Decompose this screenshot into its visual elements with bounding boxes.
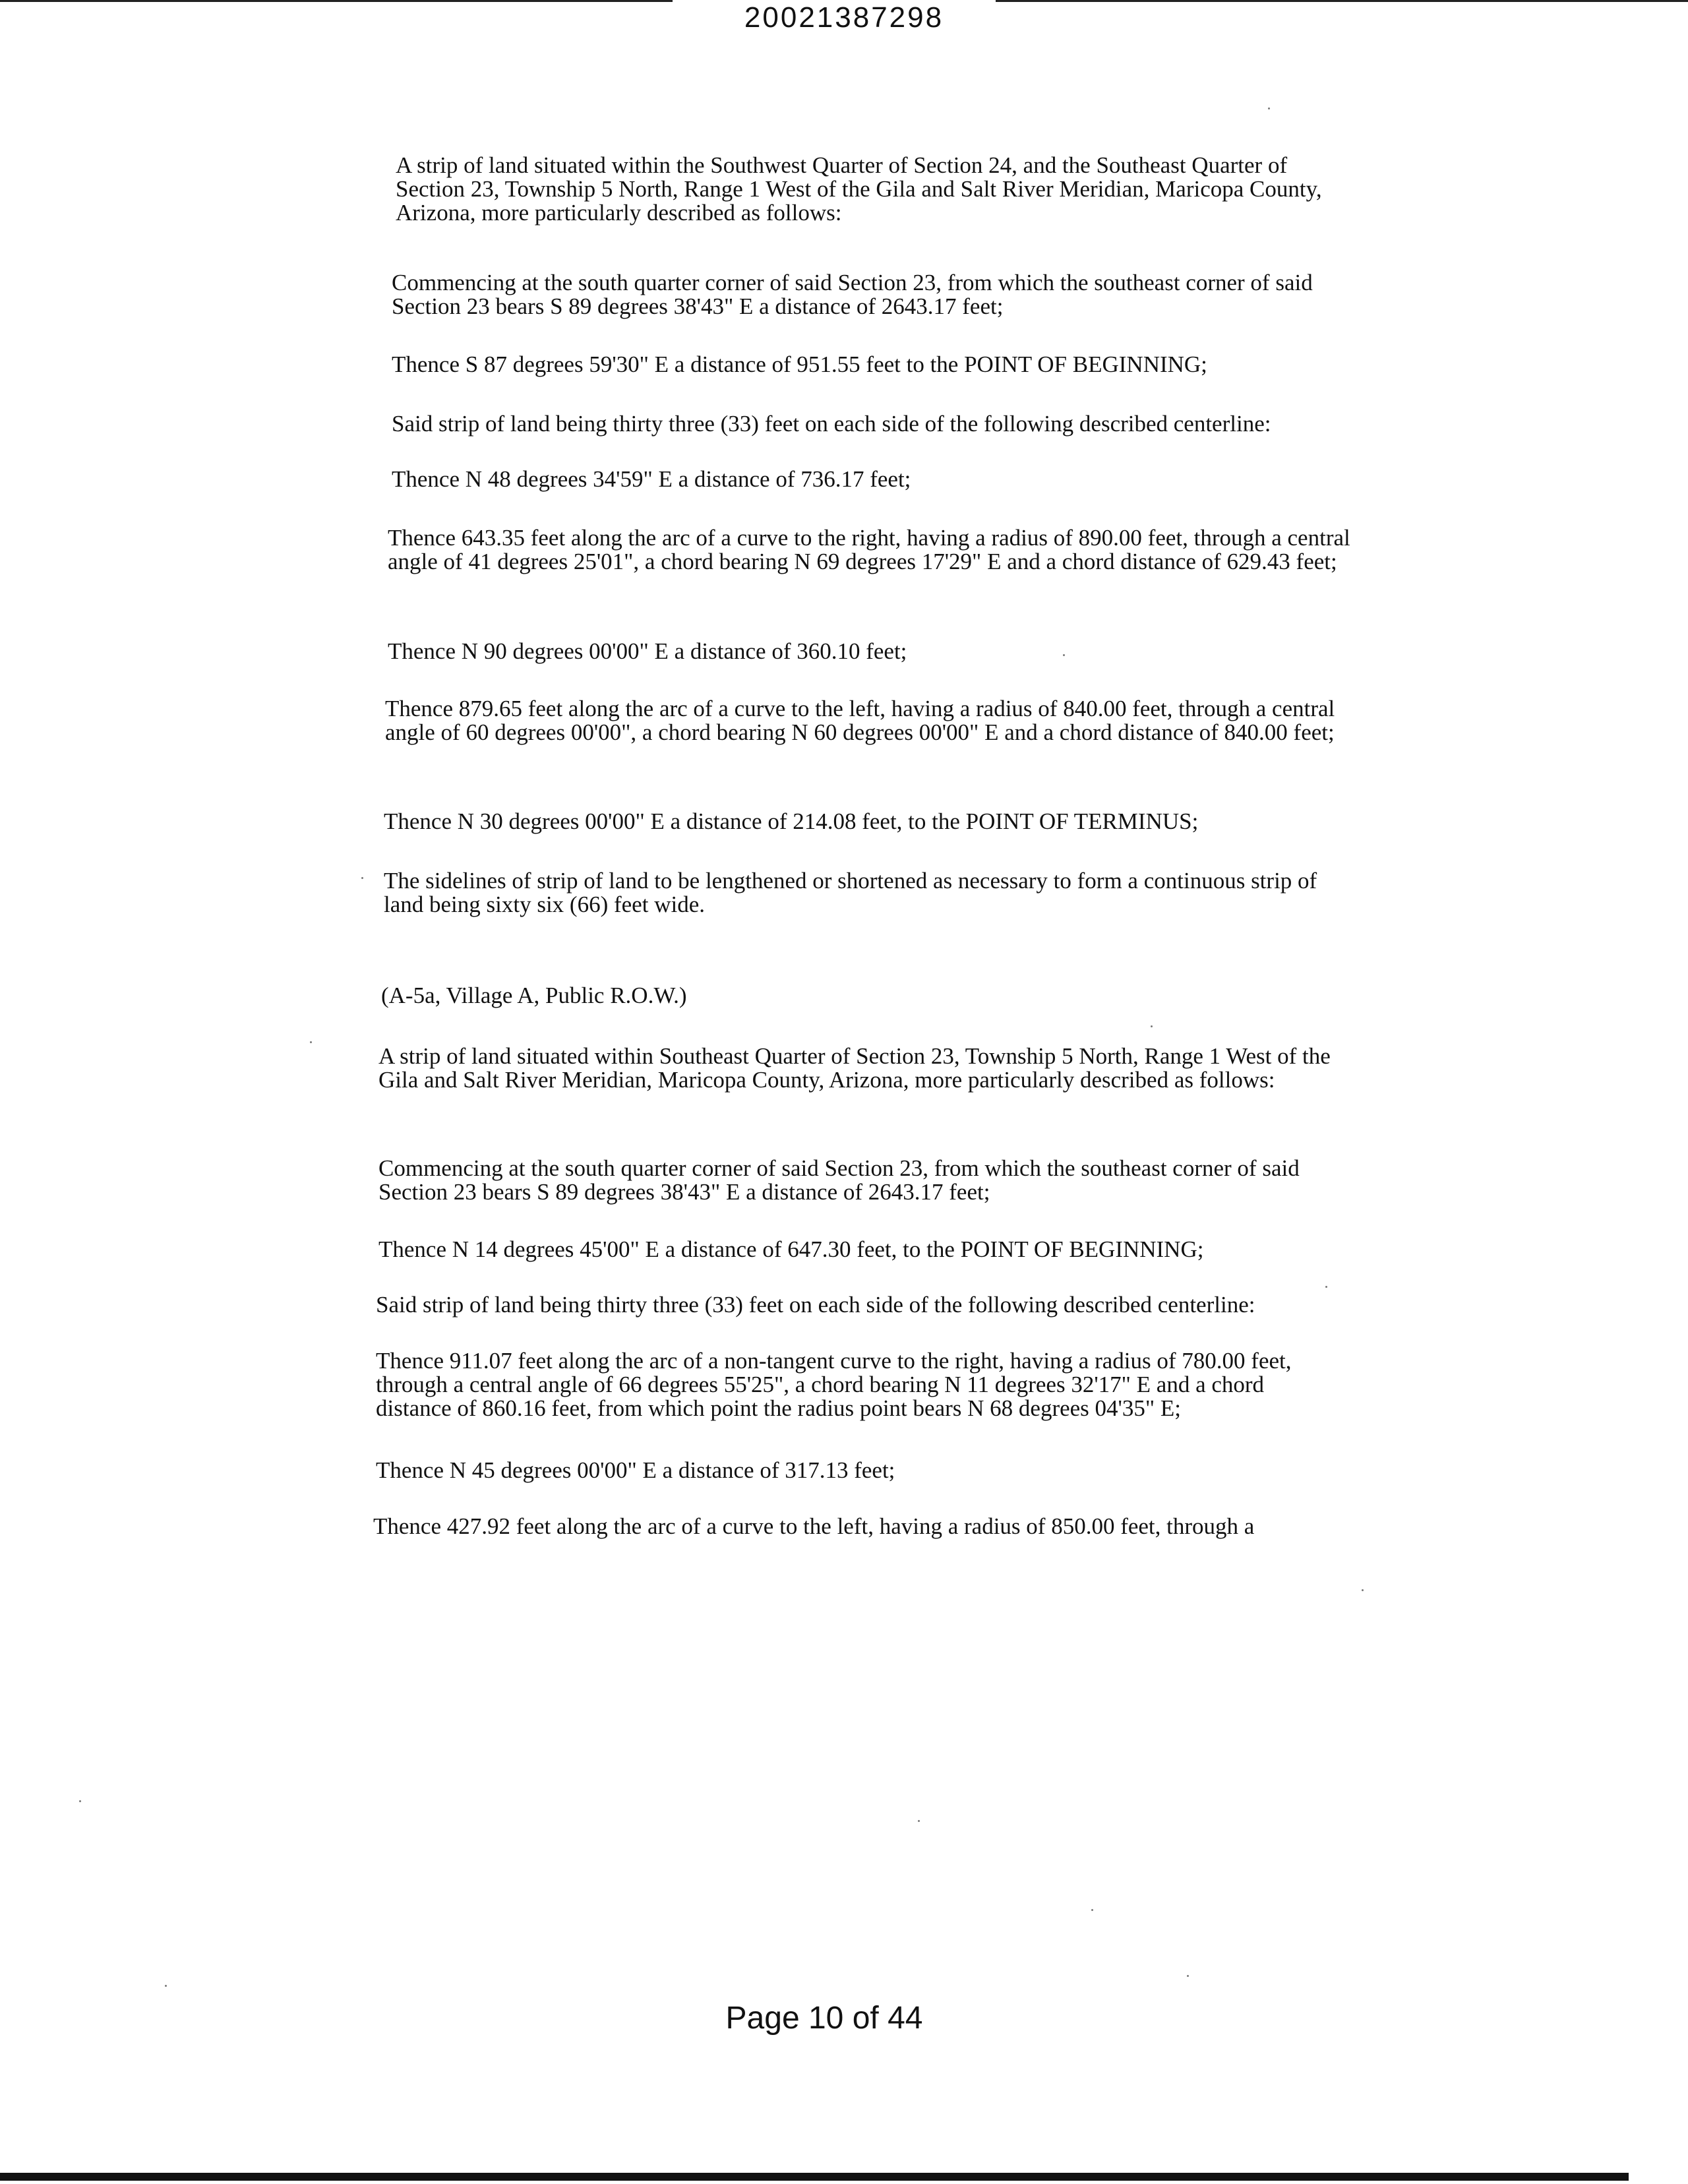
- paragraph-curve-right: Thence 643.35 feet along the arc of a curve to the right, having a radius of 890.00 feet, through a central angle of 41 degrees 25'01", a chord bearing N 69 degrees 17'29" E and a chord distance of 629.43 feet;: [388, 525, 1350, 574]
- paragraph-course-2: Thence N 90 degrees 00'00" E a distance of 360.10 feet;: [388, 638, 907, 664]
- scan-speck: [79, 1800, 81, 1802]
- scan-speck: [1325, 1286, 1327, 1288]
- scan-speck: [1091, 1909, 1093, 1911]
- bottom-border-rule: [0, 2173, 1629, 2181]
- paragraph-strip-description: A strip of land situated within the Southwest Quarter of Section 24, and the Southeast Quarter of Section 23, Township 5 North, Range 1 West of the Gila and Salt River Meridian, Maricopa County, Arizona, more particularly described as follows:: [396, 152, 1322, 226]
- paragraph-commencing-2: Commencing at the south quarter corner of said Section 23, from which the southeast corner of said Section 23 bears S 89 degrees 38'43" E a distance of 2643.17 feet;: [378, 1155, 1300, 1205]
- scan-speck: [361, 877, 363, 879]
- page-number: Page 10 of 44: [725, 2001, 923, 2036]
- scan-speck: [310, 1041, 312, 1043]
- paragraph-curve-non-tangent: Thence 911.07 feet along the arc of a non-tangent curve to the right, having a radius of 780.00 feet, through a central angle of 66 degrees 55'25", a chord bearing N 11 degrees 32'17" E and a chord distance of 860.16 feet, from which point the radius point bears N 68 degrees 04'35" E;: [376, 1348, 1292, 1421]
- paragraph-strip-width-2: Said strip of land being thirty three (33) feet on each side of the following described centerline:: [376, 1292, 1255, 1318]
- paragraph-point-of-terminus: Thence N 30 degrees 00'00" E a distance of 214.08 feet, to the POINT OF TERMINUS;: [384, 808, 1199, 834]
- paragraph-strip-description-2: A strip of land situated within Southeast Quarter of Section 23, Township 5 North, Range 1 West of the Gila and Salt River Meridian, Maricopa County, Arizona, more particularly described as follows:: [378, 1043, 1331, 1093]
- scan-speck: [1268, 107, 1270, 109]
- paragraph-commencing: Commencing at the south quarter corner of said Section 23, from which the southeast corner of said Section 23 bears S 89 degrees 38'43" E a distance of 2643.17 feet;: [392, 270, 1313, 319]
- document-number: 20021387298: [744, 1, 944, 34]
- scan-speck: [1151, 1025, 1153, 1027]
- paragraph-curve-left-2: Thence 427.92 feet along the arc of a curve to the left, having a radius of 850.00 feet, through a: [373, 1513, 1255, 1539]
- scan-speck: [1362, 1589, 1364, 1591]
- paragraph-curve-left: Thence 879.65 feet along the arc of a curve to the left, having a radius of 840.00 feet, through a central angle of 60 degrees 00'00", a chord bearing N 60 degrees 00'00" E and a chord distance of 840.00 feet;: [385, 696, 1335, 745]
- scan-speck: [165, 1985, 167, 1987]
- paragraph-point-of-beginning: Thence S 87 degrees 59'30" E a distance of 951.55 feet to the POINT OF BEGINNING;: [392, 351, 1207, 377]
- scan-speck: [1063, 654, 1065, 656]
- scan-speck: [1187, 1975, 1189, 1977]
- paragraph-point-of-beginning-2: Thence N 14 degrees 45'00" E a distance of 647.30 feet, to the POINT OF BEGINNING;: [378, 1236, 1204, 1262]
- scan-speck: [918, 1820, 920, 1822]
- paragraph-sidelines: The sidelines of strip of land to be lengthened or shortened as necessary to form a continuous strip of land being sixty six (66) feet wide.: [384, 868, 1317, 917]
- paragraph-course-3: Thence N 45 degrees 00'00" E a distance of 317.13 feet;: [376, 1457, 895, 1483]
- paragraph-strip-width: Said strip of land being thirty three (33) feet on each side of the following described centerline:: [392, 411, 1271, 437]
- section-heading: (A-5a, Village A, Public R.O.W.): [381, 983, 687, 1008]
- paragraph-course-1: Thence N 48 degrees 34'59" E a distance of 736.17 feet;: [392, 466, 911, 492]
